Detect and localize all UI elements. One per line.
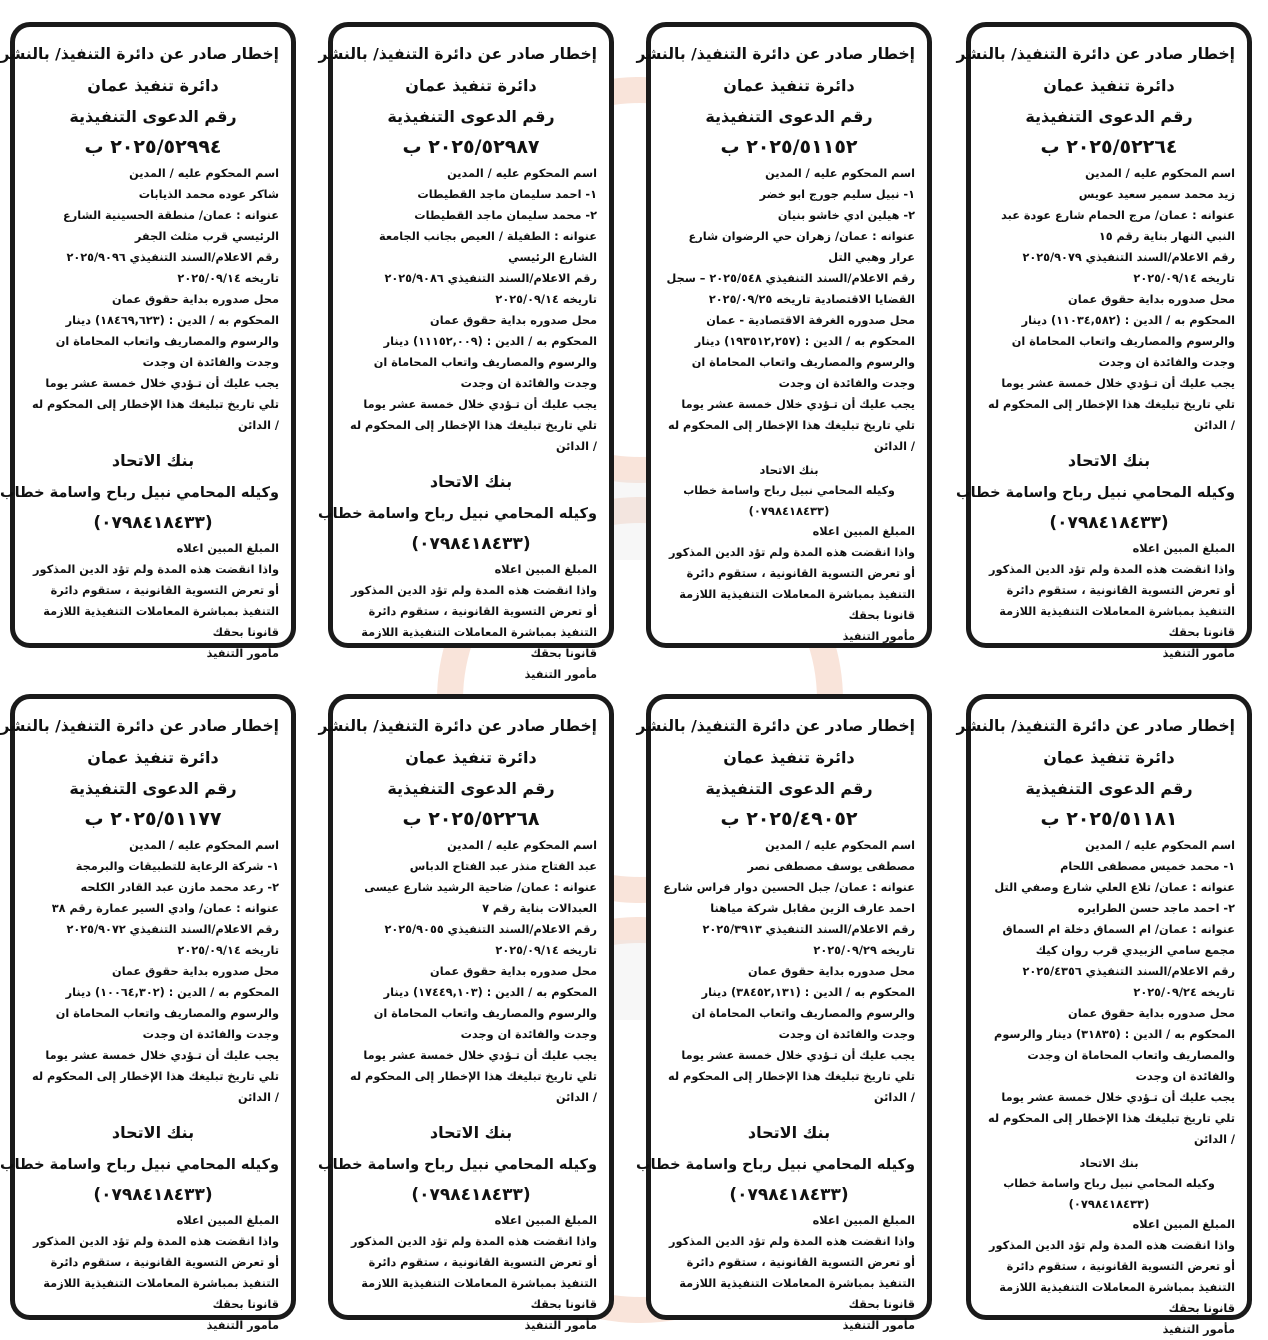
debtor-label: اسم المحكوم عليه / المدين [765, 839, 915, 852]
amount-value: (٣١٨٣٥) [1075, 1028, 1121, 1041]
amount-stated: المبلغ المبين اعلاه [176, 542, 279, 555]
detail-line: عنوانه : عمان/ وادي السير عمارة رقم ٣٨ [51, 902, 279, 915]
notice-card-4 [0, 22, 296, 660]
amount-stated: المبلغ المبين اعلاه [1132, 1218, 1235, 1231]
lawyer-name: وكيله المحامي نبيل رباح واسامة خطاب [956, 485, 1235, 501]
amount-stated: المبلغ المبين اعلاه [176, 1214, 279, 1227]
phone-number: (٠٧٩٨٤١٨٤٣٣) [729, 1185, 849, 1205]
notice-card-7 [318, 694, 614, 1332]
case-label: رقم الدعوى التنفيذية [69, 107, 237, 126]
phone-number: (٠٧٩٨٤١٨٤٣٣) [748, 504, 830, 518]
case-label: رقم الدعوى التنفيذية [387, 107, 555, 126]
bank-name: بنك الاتحاد [111, 1123, 195, 1142]
amount-value: (١٨٤٦٩,٦٢٣) [94, 314, 165, 327]
notice-card-6 [636, 694, 932, 1332]
bank-name: بنك الاتحاد [759, 463, 819, 477]
detail-line: ١- احمد سليمان ماجد القطيطات [417, 188, 597, 201]
closing-text: واذا انقضت هذه المدة ولم تؤد الدين المذكور أو تعرض التسوية القانونية ، ستقوم دائرة التنفيذ بمباشرة المعاملات التنفيذية اللازمة قانونا بحقك [33, 1235, 279, 1311]
debtor-label: اسم المحكوم عليه / المدين [129, 167, 279, 180]
officer-signature: مأمور التنفيذ [842, 630, 915, 643]
detail-line: محل صدوره بداية حقوق عمان [430, 314, 597, 327]
notice-department: دائرة تنفيذ عمان [405, 748, 537, 767]
amount-line: المحكوم به / الدين : (٣٨٤٥٢,١٣١) دينار والرسوم والمصاريف واتعاب المحاماة ان وجدت والفائدة ان وجدت [691, 986, 915, 1041]
detail-line: تاريخه ٢٠٢٥/٠٩/١٤ [177, 272, 279, 285]
lawyer-name: وكيله المحامي نبيل رباح واسامة خطاب [636, 1157, 915, 1173]
officer-signature: مأمور التنفيذ [842, 1319, 915, 1332]
case-number: ٢٠٢٥/٥٢٢٦٤ ب [1040, 136, 1178, 158]
notice-department: دائرة تنفيذ عمان [87, 748, 219, 767]
phone-number: (٠٧٩٨٤١٨٤٣٣) [93, 1185, 213, 1205]
bank-name: بنك الاتحاد [111, 451, 195, 470]
case-label: رقم الدعوى التنفيذية [69, 779, 237, 798]
detail-line: ٢- احمد ماجد حسن الطرايره [1077, 902, 1235, 915]
amount-value: (١٩٣٥١٢,٢٥٧) [724, 335, 801, 348]
payment-notice: يجب عليك أن تـؤدي خلال خمسة عشر يوما تلي تاريخ تبليغك هذا الإخطار إلى المحكوم له / الدائن [988, 377, 1235, 432]
officer-signature: مأمور التنفيذ [524, 668, 597, 681]
amount-value: (٣٨٤٥٢,١٣١) [730, 986, 801, 999]
detail-line: زيد محمد سمير سعيد عويس [1078, 188, 1235, 201]
detail-line: رقم الاعلام/السند التنفيذي ٢٠٢٥/٩٠٨٦ [384, 272, 597, 285]
payment-notice: يجب عليك أن تـؤدي خلال خمسة عشر يوما تلي تاريخ تبليغك هذا الإخطار إلى المحكوم له / الدائن [988, 1091, 1235, 1146]
lawyer-name: وكيله المحامي نبيل رباح واسامة خطاب [683, 484, 895, 497]
notice-heading: إخطار صادر عن دائرة التنفيذ/ بالنشر [0, 717, 279, 735]
notice-heading: إخطار صادر عن دائرة التنفيذ/ بالنشر [636, 717, 915, 735]
notice-heading: إخطار صادر عن دائرة التنفيذ/ بالنشر [636, 45, 915, 63]
debtor-label: اسم المحكوم عليه / المدين [765, 167, 915, 180]
lawyer-name: وكيله المحامي نبيل رباح واسامة خطاب [1003, 1177, 1215, 1190]
debtor-label: اسم المحكوم عليه / المدين [447, 167, 597, 180]
amount-line: المحكوم به / الدين : (١٩٣٥١٢,٢٥٧) دينار والرسوم والمصاريف واتعاب المحاماة ان وجدت والفائدة ان وجدت [691, 335, 915, 390]
case-label: رقم الدعوى التنفيذية [387, 779, 555, 798]
closing-text: واذا انقضت هذه المدة ولم تؤد الدين المذكور أو تعرض التسوية القانونية ، ستقوم دائرة التنفيذ بمباشرة المعاملات التنفيذية اللازمة قانونا بحقك [669, 546, 915, 622]
notice-card-8 [0, 694, 296, 1332]
detail-line: عبد الفتاح منذر عبد الفتاح الدباس [409, 860, 597, 873]
detail-line: شاكر عوده محمد الذيابات [138, 188, 279, 201]
detail-line: عنوانه : عمان/ ضاحية الرشيد شارع عيسى العبدالات بناية رقم ٧ [364, 881, 597, 915]
officer-signature: مأمور التنفيذ [1162, 647, 1235, 660]
amount-stated: المبلغ المبين اعلاه [812, 1214, 915, 1227]
detail-line: عنوانه : عمان/ جبل الحسين دوار فراس شارع احمد عارف الزين مقابل شركة مياهنا [663, 881, 915, 915]
payment-notice: يجب عليك أن تـؤدي خلال خمسة عشر يوما تلي تاريخ تبليغك هذا الإخطار إلى المحكوم له / الدائن [350, 1049, 597, 1104]
notice-card-2 [636, 22, 932, 648]
amount-value: (١٧٤٤٩,١٠٣) [412, 986, 483, 999]
notice-heading: إخطار صادر عن دائرة التنفيذ/ بالنشر [318, 717, 597, 735]
case-label: رقم الدعوى التنفيذية [705, 779, 873, 798]
closing-text: واذا انقضت هذه المدة ولم تؤد الدين المذكور أو تعرض التسوية القانونية ، ستقوم دائرة التنفيذ بمباشرة المعاملات التنفيذية اللازمة قانونا بحقك [33, 563, 279, 639]
detail-line: عنوانه : عمان/ زهران حي الرضوان شارع عرار وهبي التل [688, 230, 915, 264]
detail-line: عنوانه : عمان/ منطقة الحسينية الشارع الرئيسي قرب مثلث الجفر [63, 209, 279, 243]
payment-notice: يجب عليك أن تـؤدي خلال خمسة عشر يوما تلي تاريخ تبليغك هذا الإخطار إلى المحكوم له / الدائن [350, 398, 597, 453]
closing-text: واذا انقضت هذه المدة ولم تؤد الدين المذكور أو تعرض التسوية القانونية ، ستقوم دائرة التنفيذ بمباشرة المعاملات التنفيذية اللازمة قانونا بحقك [669, 1235, 915, 1311]
detail-line: رقم الاعلام/السند التنفيذي ٢٠٢٥/٩٠٧٩ [1022, 251, 1235, 264]
detail-line: تاريخه ٢٠٢٥/٠٩/١٤ [495, 293, 597, 306]
detail-line: محل صدوره بداية حقوق عمان [112, 293, 279, 306]
detail-line: ٢- هيلين ادي خاشو بنيان [777, 209, 915, 222]
detail-line: رقم الاعلام/السند التنفيذي ٢٠٢٥/٤٣٥٦ [1022, 965, 1235, 978]
closing-text: واذا انقضت هذه المدة ولم تؤد الدين المذكور أو تعرض التسوية القانونية ، ستقوم دائرة التنفيذ بمباشرة المعاملات التنفيذية اللازمة قانونا بحقك [989, 563, 1235, 639]
bank-name: بنك الاتحاد [747, 1123, 831, 1142]
payment-notice: يجب عليك أن تـؤدي خلال خمسة عشر يوما تلي تاريخ تبليغك هذا الإخطار إلى المحكوم له / الدائن [668, 398, 915, 453]
amount-value: (١٠٠٦٤,٣٠٢) [94, 986, 165, 999]
detail-line: ٢- رعد محمد مازن عبد القادر الكلحه [80, 881, 279, 894]
notice-heading: إخطار صادر عن دائرة التنفيذ/ بالنشر [318, 45, 597, 63]
notice-card-1 [956, 22, 1252, 660]
amount-line: المحكوم به / الدين : (١٠٠٦٤,٣٠٢) دينار والرسوم والمصاريف واتعاب المحاماة ان وجدت والفائدة ان وجدت [55, 986, 279, 1041]
detail-line: رقم الاعلام/السند التنفيذي ٢٠٢٥/٩٠٥٥ [384, 923, 597, 936]
bank-name: بنك الاتحاد [1067, 451, 1151, 470]
notice-department: دائرة تنفيذ عمان [1043, 76, 1175, 95]
detail-line: رقم الاعلام/السند التنفيذي ٢٠٢٥/٩٠٩٦ [66, 251, 279, 264]
notice-card-3 [318, 22, 614, 681]
amount-line: المحكوم به / الدين : (١١٠٣٤,٥٨٢) دينار والرسوم والمصاريف واتعاب المحاماة ان وجدت والفائدة ان وجدت [1011, 314, 1235, 369]
detail-line: عنوانه : عمان/ تلاع العلي شارع وصفي التل [994, 881, 1235, 894]
debtor-label: اسم المحكوم عليه / المدين [1085, 839, 1235, 852]
case-number: ٢٠٢٥/٥١١٥٢ ب [720, 136, 858, 158]
officer-signature: مأمور التنفيذ [206, 647, 279, 660]
notice-department: دائرة تنفيذ عمان [87, 76, 219, 95]
debtor-label: اسم المحكوم عليه / المدين [129, 839, 279, 852]
detail-line: عنوانه : عمان/ ام السماق دخلة ام السماق مجمع سامي الزبيدي قرب روان كيك [1002, 923, 1235, 957]
debtor-label: اسم المحكوم عليه / المدين [1085, 167, 1235, 180]
amount-stated: المبلغ المبين اعلاه [494, 563, 597, 576]
detail-line: ٢- محمد سليمان ماجد القطيطات [414, 209, 597, 222]
case-label: رقم الدعوى التنفيذية [1025, 107, 1193, 126]
amount-value: (١١١٥٢,٠٠٩) [412, 335, 483, 348]
detail-line: ١- شركة الرعاية للتطبيقات والبرمجة [75, 860, 279, 873]
detail-line: تاريخه ٢٠٢٥/٠٩/١٤ [177, 944, 279, 957]
bank-name: بنك الاتحاد [429, 472, 513, 491]
detail-line: رقم الاعلام/السند التنفيذي ٢٠٢٥/٩٠٧٢ [66, 923, 279, 936]
payment-notice: يجب عليك أن تـؤدي خلال خمسة عشر يوما تلي تاريخ تبليغك هذا الإخطار إلى المحكوم له / الدائن [668, 1049, 915, 1104]
case-number: ٢٠٢٥/٤٩٠٥٢ ب [720, 808, 858, 830]
phone-number: (٠٧٩٨٤١٨٤٣٣) [411, 1185, 531, 1205]
amount-stated: المبلغ المبين اعلاه [812, 525, 915, 538]
notice-department: دائرة تنفيذ عمان [723, 76, 855, 95]
officer-signature: مأمور التنفيذ [206, 1319, 279, 1332]
amount-line: المحكوم به / الدين : (١٨٤٦٩,٦٢٣) دينار والرسوم والمصاريف واتعاب المحاماة ان وجدت والفائدة ان وجدت [55, 314, 279, 369]
phone-number: (٠٧٩٨٤١٨٤٣٣) [1068, 1197, 1150, 1211]
payment-notice: يجب عليك أن تـؤدي خلال خمسة عشر يوما تلي تاريخ تبليغك هذا الإخطار إلى المحكوم له / الدائن [32, 1049, 279, 1104]
officer-signature: مأمور التنفيذ [524, 1319, 597, 1332]
amount-stated: المبلغ المبين اعلاه [494, 1214, 597, 1227]
officer-signature: مأمور التنفيذ [1162, 1323, 1235, 1336]
detail-line: رقم الاعلام/السند التنفيذي ٢٠٢٥/٥٤٨ – سجل القضايا الاقتصادية تاريخه ٢٠٢٥/٠٩/٢٥ [666, 272, 915, 306]
lawyer-name: وكيله المحامي نبيل رباح واسامة خطاب [318, 1157, 597, 1173]
case-number: ٢٠٢٥/٥١١٧٧ ب [84, 808, 222, 830]
bank-name: بنك الاتحاد [429, 1123, 513, 1142]
bank-name: بنك الاتحاد [1079, 1156, 1139, 1170]
detail-line: عنوانه : عمان/ مرج الحمام شارع عودة عبد النبي النهار بناية رقم ١٥ [1001, 209, 1235, 243]
phone-number: (٠٧٩٨٤١٨٤٣٣) [1049, 513, 1169, 533]
phone-number: (٠٧٩٨٤١٨٤٣٣) [411, 534, 531, 554]
case-number: ٢٠٢٥/٥٢٩٩٤ ب [84, 136, 222, 158]
amount-line: المحكوم به / الدين : (١١١٥٢,٠٠٩) دينار والرسوم والمصاريف واتعاب المحاماة ان وجدت والفائدة ان وجدت [373, 335, 597, 390]
notice-heading: إخطار صادر عن دائرة التنفيذ/ بالنشر [956, 717, 1235, 735]
closing-text: واذا انقضت هذه المدة ولم تؤد الدين المذكور أو تعرض التسوية القانونية ، ستقوم دائرة التنفيذ بمباشرة المعاملات التنفيذية اللازمة قانونا بحقك [351, 1235, 597, 1311]
detail-line: محل صدوره بداية حقوق عمان [1068, 1007, 1235, 1020]
detail-line: ١- نبيل سليم جورج ابو خضر [759, 188, 915, 201]
notice-department: دائرة تنفيذ عمان [723, 748, 855, 767]
notice-heading: إخطار صادر عن دائرة التنفيذ/ بالنشر [956, 45, 1235, 63]
detail-line: رقم الاعلام/السند التنفيذي ٢٠٢٥/٣٩١٣ [702, 923, 915, 936]
amount-line: المحكوم به / الدين : (٣١٨٣٥) دينار والرسوم والمصاريف واتعاب المحاماة ان وجدت والفائدة ان وجدت [994, 1028, 1235, 1083]
case-label: رقم الدعوى التنفيذية [705, 107, 873, 126]
detail-line: ١- محمد خميس مصطفى اللحام [1060, 860, 1235, 873]
payment-notice: يجب عليك أن تـؤدي خلال خمسة عشر يوما تلي تاريخ تبليغك هذا الإخطار إلى المحكوم له / الدائن [32, 377, 279, 432]
detail-line: تاريخه ٢٠٢٥/٠٩/٢٤ [1133, 986, 1235, 999]
lawyer-name: وكيله المحامي نبيل رباح واسامة خطاب [0, 485, 279, 501]
amount-value: (١١٠٣٤,٥٨٢) [1050, 314, 1121, 327]
detail-line: تاريخه ٢٠٢٥/٠٩/١٤ [495, 944, 597, 957]
closing-text: واذا انقضت هذه المدة ولم تؤد الدين المذكور أو تعرض التسوية القانونية ، ستقوم دائرة التنفيذ بمباشرة المعاملات التنفيذية اللازمة قانونا بحقك [989, 1239, 1235, 1315]
closing-text: واذا انقضت هذه المدة ولم تؤد الدين المذكور أو تعرض التسوية القانونية ، ستقوم دائرة التنفيذ بمباشرة المعاملات التنفيذية اللازمة قانونا بحقك [351, 584, 597, 660]
case-number: ٢٠٢٥/٥٢٢٦٨ ب [402, 808, 540, 830]
notice-department: دائرة تنفيذ عمان [405, 76, 537, 95]
phone-number: (٠٧٩٨٤١٨٤٣٣) [93, 513, 213, 533]
detail-line: محل صدوره بداية حقوق عمان [1068, 293, 1235, 306]
debtor-label: اسم المحكوم عليه / المدين [447, 839, 597, 852]
case-label: رقم الدعوى التنفيذية [1025, 779, 1193, 798]
notice-department: دائرة تنفيذ عمان [1043, 748, 1175, 767]
amount-stated: المبلغ المبين اعلاه [1132, 542, 1235, 555]
notice-heading: إخطار صادر عن دائرة التنفيذ/ بالنشر [0, 45, 279, 63]
detail-line: محل صدوره بداية حقوق عمان [748, 965, 915, 978]
case-number: ٢٠٢٥/٥١١٨١ ب [1040, 808, 1178, 830]
detail-line: تاريخه ٢٠٢٥/٠٩/٢٩ [813, 944, 915, 957]
notice-card-5 [956, 694, 1252, 1336]
detail-line: محل صدوره بداية حقوق عمان [430, 965, 597, 978]
lawyer-name: وكيله المحامي نبيل رباح واسامة خطاب [318, 506, 597, 522]
detail-line: مصطفى يوسف مصطفى نصر [747, 860, 915, 873]
detail-line: عنوانه : الطفيلة / العيص بجانب الجامعة الشارع الرئيسي [378, 230, 597, 264]
detail-line: محل صدوره بداية حقوق عمان [112, 965, 279, 978]
case-number: ٢٠٢٥/٥٢٩٨٧ ب [402, 136, 540, 158]
lawyer-name: وكيله المحامي نبيل رباح واسامة خطاب [0, 1157, 279, 1173]
detail-line: محل صدوره الغرفة الاقتصادية - عمان [706, 314, 915, 327]
detail-line: تاريخه ٢٠٢٥/٠٩/١٤ [1133, 272, 1235, 285]
amount-line: المحكوم به / الدين : (١٧٤٤٩,١٠٣) دينار والرسوم والمصاريف واتعاب المحاماة ان وجدت والفائدة ان وجدت [373, 986, 597, 1041]
